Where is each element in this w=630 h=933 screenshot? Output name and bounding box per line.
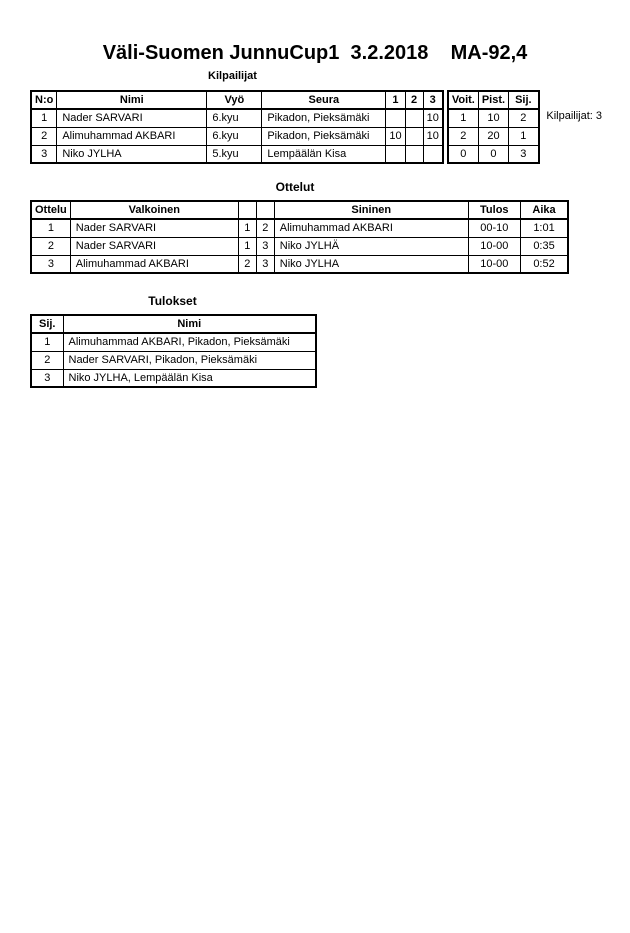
cell-points: 20 (478, 127, 508, 145)
header-blue: Sininen (274, 201, 468, 219)
cell-result: 10-00 (468, 237, 520, 255)
cell-no: 1 (31, 109, 57, 127)
cell-belt: 6.kyu (207, 109, 262, 127)
cell-time: 1:01 (520, 219, 568, 237)
cell-rank: 2 (509, 109, 539, 127)
competitors-heading: Kilpailijat (208, 70, 257, 82)
table-row (31, 237, 568, 255)
cell-name: Alimuhammad AKBARI (57, 127, 207, 145)
cell-match-no: 1 (31, 219, 70, 237)
table-row (31, 219, 568, 237)
cell-blue-no: 3 (256, 255, 274, 273)
table-row (31, 351, 316, 369)
header-time: Aika (520, 201, 568, 219)
header-points: Pist. (478, 91, 508, 109)
header-opp2: 2 (405, 91, 423, 109)
header-no: N:o (31, 91, 57, 109)
matches-heading: Ottelut (275, 180, 315, 194)
cell-score2 (405, 145, 423, 163)
header-name: Nimi (63, 315, 316, 333)
cell-rank: 3 (31, 369, 63, 387)
table-row (31, 333, 316, 351)
cell-white-name: Nader SARVARI (70, 237, 238, 255)
competitors-count-label: Kilpailijat: 3 (546, 110, 602, 122)
competitors-section (30, 90, 630, 164)
cell-wins: 0 (448, 145, 479, 163)
header-n1 (238, 201, 256, 219)
table-row (448, 127, 539, 145)
cell-match-no: 2 (31, 237, 70, 255)
cell-points: 10 (478, 109, 508, 127)
cell-blue-name: Niko JYLHA (274, 255, 468, 273)
cell-points: 0 (478, 145, 508, 163)
results-header-row (31, 315, 316, 333)
table-row (31, 369, 316, 387)
cell-name: Nader SARVARI (57, 109, 207, 127)
header-opp3: 3 (423, 91, 443, 109)
results-section (30, 314, 630, 388)
cell-blue-name: Alimuhammad AKBARI (274, 219, 468, 237)
results-heading: Tulokset (148, 294, 197, 308)
cell-blue-name: Niko JYLHÄ (274, 237, 468, 255)
header-white: Valkoinen (70, 201, 238, 219)
table-row (31, 127, 443, 145)
cell-score3: 10 (423, 127, 443, 145)
cell-score2 (405, 109, 423, 127)
cell-no: 3 (31, 145, 57, 163)
competitors-header-row (31, 91, 443, 109)
cell-wins: 1 (448, 109, 479, 127)
cell-result: 10-00 (468, 255, 520, 273)
cell-club: Pikadon, Pieksämäki (262, 109, 386, 127)
header-rank: Sij. (31, 315, 63, 333)
cell-blue-no: 3 (256, 237, 274, 255)
cell-score1 (386, 145, 405, 163)
cell-score2 (405, 127, 423, 145)
competitors-summary-table (447, 90, 540, 164)
cell-score3 (423, 145, 443, 163)
header-opp1: 1 (386, 91, 405, 109)
cell-score1 (386, 109, 405, 127)
header-wins: Voit. (448, 91, 479, 109)
cell-name: Niko JYLHA, Lempäälän Kisa (63, 369, 316, 387)
matches-header-row (31, 201, 568, 219)
header-match: Ottelu (31, 201, 70, 219)
cell-result: 00-10 (468, 219, 520, 237)
cell-time: 0:52 (520, 255, 568, 273)
cell-rank: 3 (509, 145, 539, 163)
cell-white-name: Alimuhammad AKBARI (70, 255, 238, 273)
table-row (31, 145, 443, 163)
page-title: Väli-Suomen JunnuCup1 3.2.2018 MA-92,4 (102, 42, 528, 64)
cell-wins: 2 (448, 127, 479, 145)
cell-club: Lempäälän Kisa (262, 145, 386, 163)
header-belt: Vyö (207, 91, 262, 109)
cell-time: 0:35 (520, 237, 568, 255)
table-row (448, 109, 539, 127)
header-club: Seura (262, 91, 386, 109)
cell-belt: 6.kyu (207, 127, 262, 145)
header-result: Tulos (468, 201, 520, 219)
cell-name: Alimuhammad AKBARI, Pikadon, Pieksämäki (63, 333, 316, 351)
table-row (31, 109, 443, 127)
matches-section (30, 200, 630, 274)
cell-no: 2 (31, 127, 57, 145)
cell-score1: 10 (386, 127, 405, 145)
header-rank: Sij. (509, 91, 539, 109)
cell-white-no: 1 (238, 237, 256, 255)
results-page (0, 42, 630, 933)
cell-club: Pikadon, Pieksämäki (262, 127, 386, 145)
cell-white-no: 2 (238, 255, 256, 273)
matches-table (30, 200, 569, 274)
cell-white-name: Nader SARVARI (70, 219, 238, 237)
summary-header-row (448, 91, 539, 109)
cell-rank: 2 (31, 351, 63, 369)
header-name: Nimi (57, 91, 207, 109)
table-row (448, 145, 539, 163)
table-row (31, 255, 568, 273)
cell-match-no: 3 (31, 255, 70, 273)
cell-rank: 1 (509, 127, 539, 145)
competitors-table (30, 90, 444, 164)
cell-blue-no: 2 (256, 219, 274, 237)
header-n2 (256, 201, 274, 219)
cell-name: Niko JYLHA (57, 145, 207, 163)
cell-belt: 5.kyu (207, 145, 262, 163)
cell-white-no: 1 (238, 219, 256, 237)
cell-rank: 1 (31, 333, 63, 351)
cell-name: Nader SARVARI, Pikadon, Pieksämäki (63, 351, 316, 369)
results-table (30, 314, 317, 388)
cell-score3: 10 (423, 109, 443, 127)
